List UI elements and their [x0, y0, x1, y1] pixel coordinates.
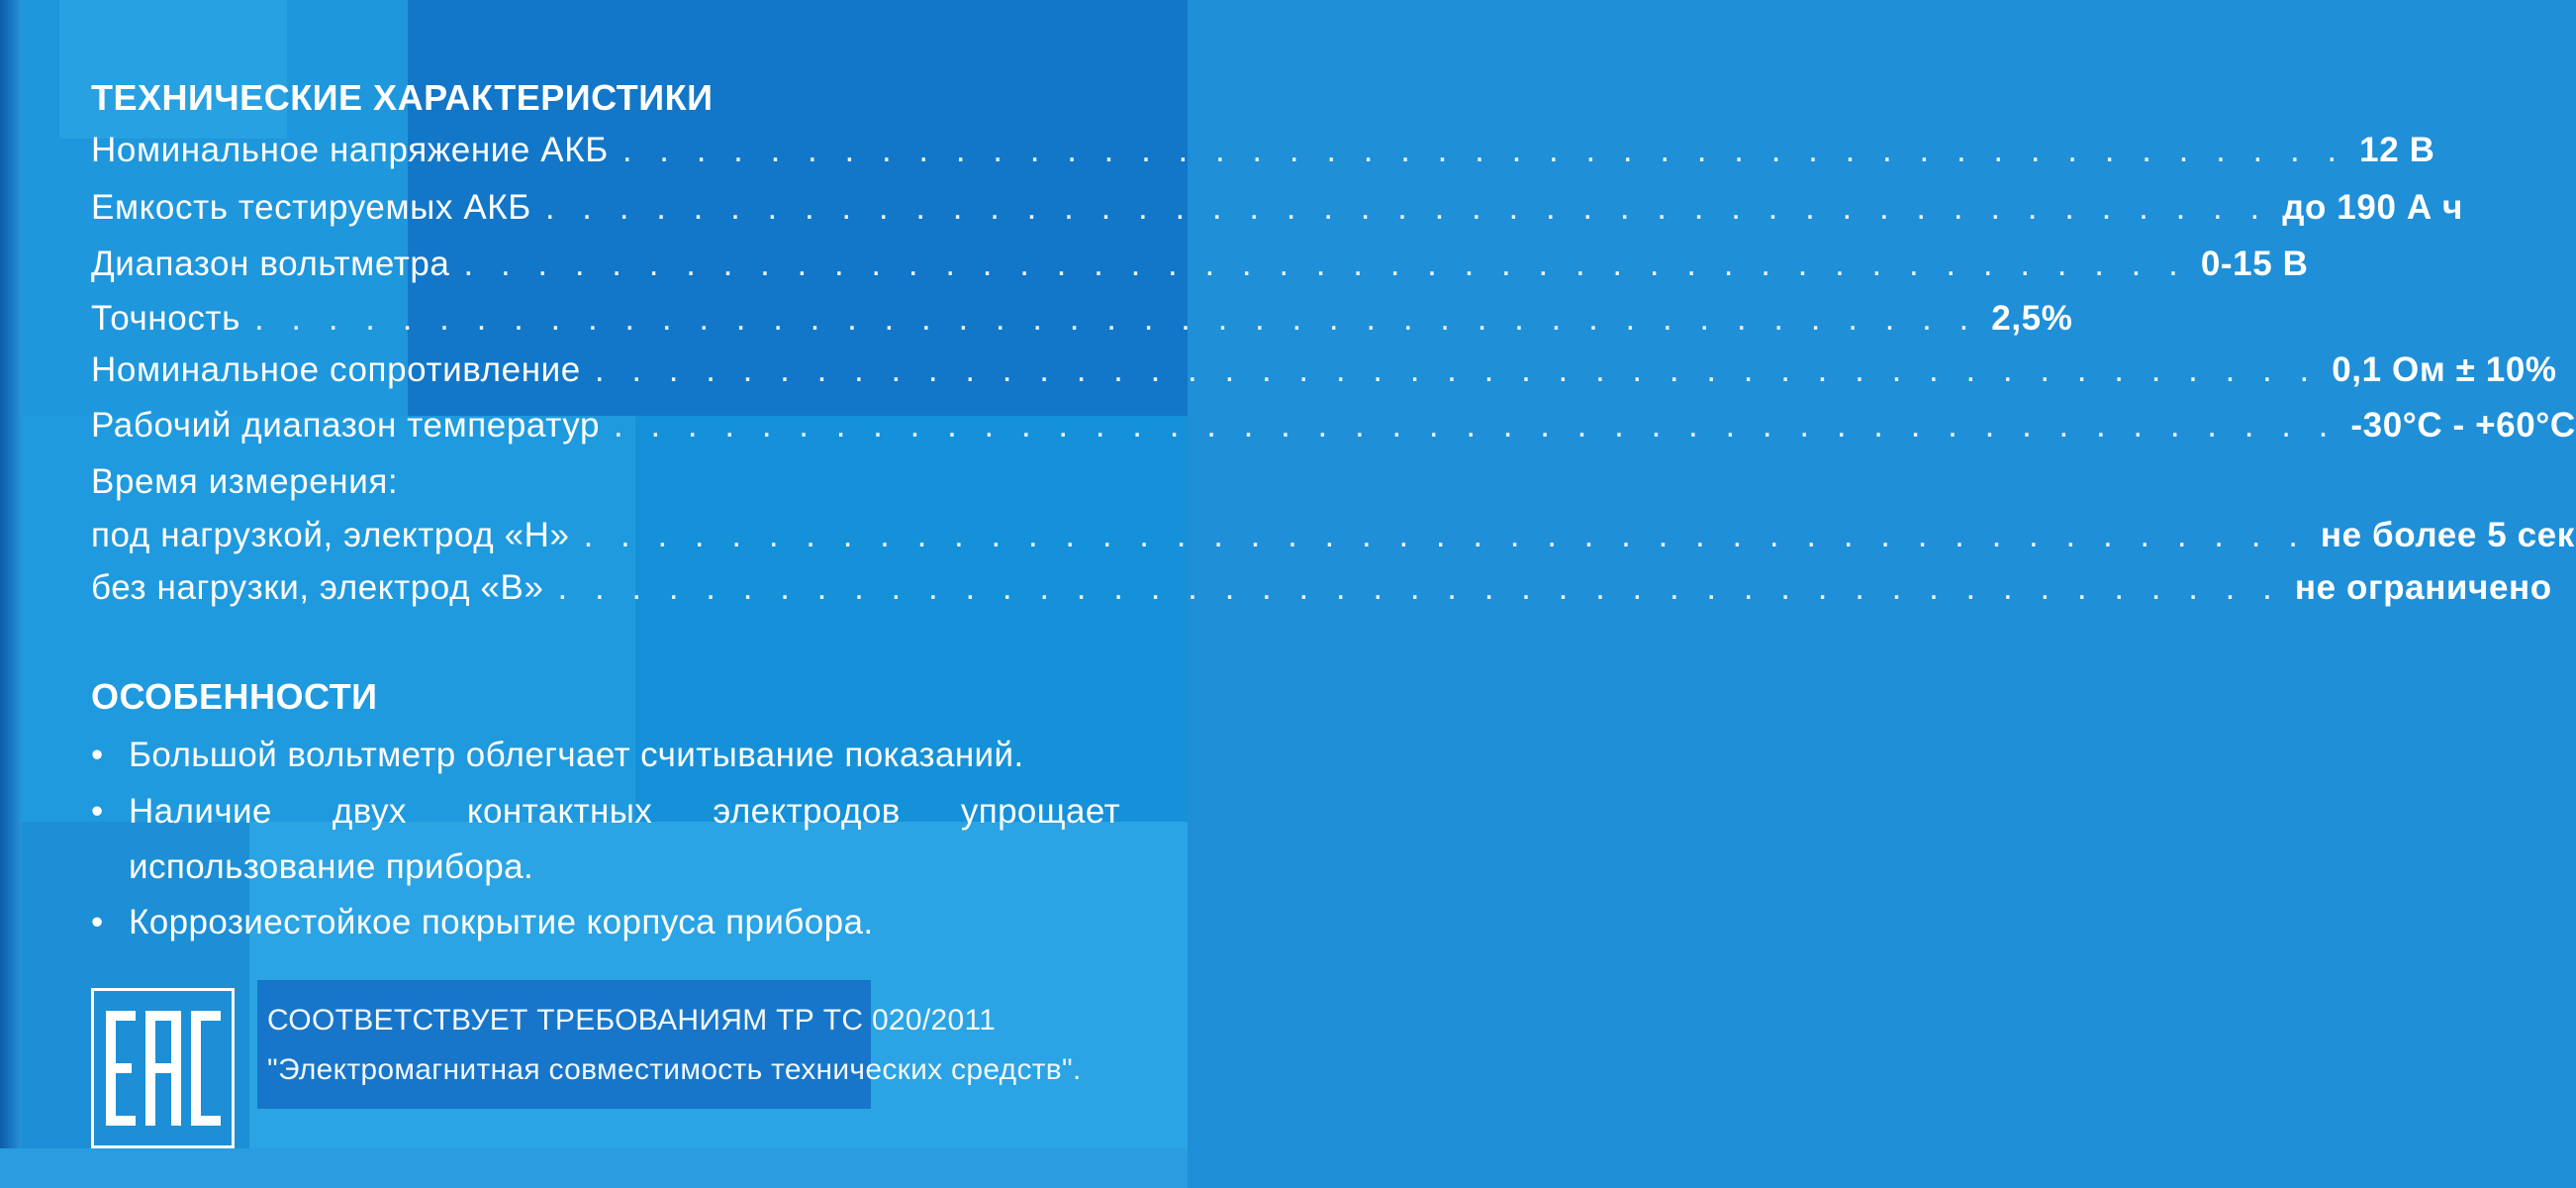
spec-label: Номинальное сопротивление: [91, 350, 581, 389]
spec-label: Емкость тестируемых АКБ: [91, 188, 531, 227]
spec-row-accuracy: [91, 293, 2073, 345]
certification-standard: "Электромагнитная совместимость технических средств".: [267, 1053, 1082, 1086]
spec-label: Номинальное напряжение АКБ: [91, 131, 609, 169]
spec-value: 0-15 В: [2200, 245, 2309, 283]
bullet: •: [91, 736, 104, 774]
spec-row-capacity: [91, 182, 2463, 234]
spec-value: не более 5 сек: [2320, 516, 2575, 554]
spec-row-measure-time: [91, 456, 1118, 508]
specs-heading: ТЕХНИЧЕСКИЕ ХАРАКТЕРИСТИКИ: [91, 77, 714, 118]
spec-value: 12 В: [2359, 131, 2435, 169]
leader-dots: . . . . . . . . . . . . . . . . . . . . . . . . . . . . . . . . . . . . . . . . . . . . . . .: [614, 406, 2337, 445]
feature-item: [91, 728, 1120, 783]
features-heading: ОСОБЕННОСТИ: [91, 676, 378, 717]
spec-row-voltmeter-range: [91, 239, 2309, 290]
spec-value: 2,5%: [1991, 299, 2073, 338]
leader-dots: . . . . . . . . . . . . . . . . . . . . . . . . . . . . . . . . . . . . . . . . . . . . . . .: [594, 350, 2319, 389]
bullet: •: [91, 792, 104, 831]
leader-dots: . . . . . . . . . . . . . . . . . . . . . . . . . . . . . . . . . . . . . . . . . . . . . . .: [544, 188, 2269, 227]
spec-label: без нагрузки, электрод «В»: [91, 568, 544, 607]
leader-dots: . . . . . . . . . . . . . . . . . . . . . . . . . . . . . . . . . . . . . . . . . . . . . . .: [583, 516, 2307, 554]
feature-text: Наличие двух контактных электродов упрощает использование прибора.: [129, 792, 1120, 886]
feature-item: [91, 895, 1120, 950]
feature-item: [91, 784, 1120, 895]
leader-dots: . . . . . . . . . . . . . . . . . . . . . . . . . . . . . . . . . . . . . . . . . . . . . . .: [621, 131, 2346, 169]
spec-row-resistance: [91, 345, 2557, 396]
spec-label: Диапазон вольтметра: [91, 245, 450, 283]
leader-dots: . . . . . . . . . . . . . . . . . . . . . . . . . . . . . . . . . . . . . . . . . . . . . . .: [557, 568, 2281, 607]
spec-label: Точность: [91, 299, 240, 338]
leader-dots: . . . . . . . . . . . . . . . . . . . . . . . . . . . . . . . . . . . . . . . . . . . . . . .: [463, 245, 2187, 283]
eac-mark-icon: [94, 991, 232, 1145]
spec-row-under-load: [91, 510, 2575, 561]
feature-text: Большой вольтметр облегчает считывание показаний.: [129, 736, 1024, 774]
spec-label: Рабочий диапазон температур: [91, 406, 601, 445]
bullet: •: [91, 903, 104, 941]
spec-row-no-load: [91, 562, 2552, 614]
spec-value: до 190 А ч: [2282, 188, 2463, 227]
spec-row-voltage: [91, 125, 2435, 176]
spec-label: Время измерения:: [91, 462, 399, 501]
spec-row-temperature: [91, 400, 2576, 451]
spec-value: -30°С - +60°С: [2350, 406, 2576, 445]
spec-value: не ограничено: [2294, 568, 2552, 607]
leader-dots: . . . . . . . . . . . . . . . . . . . . . . . . . . . . . . . . . . . . . . . . . . . . . . .: [253, 299, 1978, 338]
spec-label: под нагрузкой, электрод «Н»: [91, 516, 570, 554]
eac-logo: [91, 988, 235, 1148]
spec-value: 0,1 Ом ± 10%: [2332, 350, 2557, 389]
feature-text: Коррозиестойкое покрытие корпуса прибора.: [129, 903, 874, 941]
certification-line: СООТВЕТСТВУЕТ ТРЕБОВАНИЯМ ТР ТС 020/2011: [267, 1004, 997, 1037]
